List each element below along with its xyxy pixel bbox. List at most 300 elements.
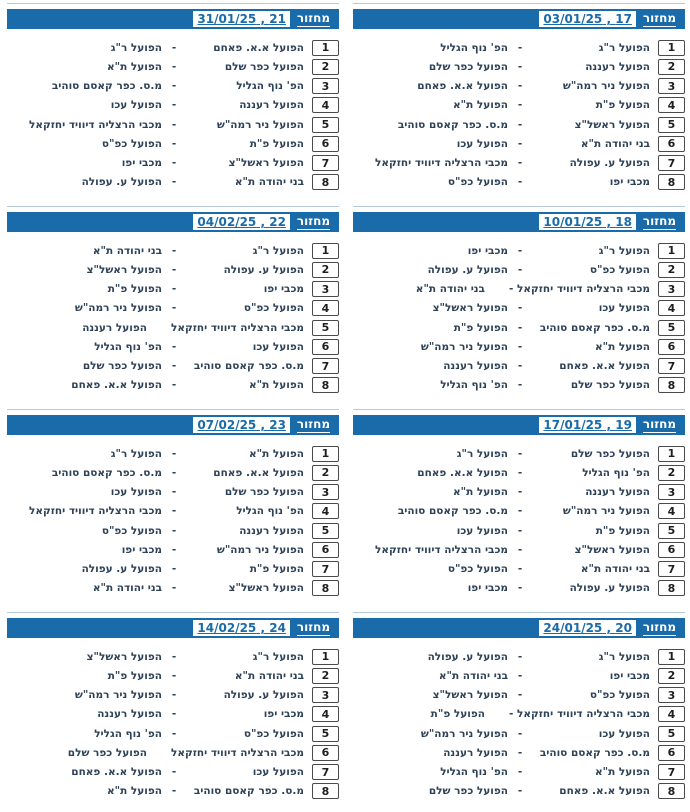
vs-dash: - [171,543,177,556]
match-row [7,134,339,153]
match-row [353,280,685,299]
round-section [7,206,339,406]
match-row [353,299,685,318]
away-team: מ.ס. כפר קאסם סוהיב [397,118,508,131]
home-team: הפועל ת"א [248,447,304,460]
home-team: מכבי הרצליה דיוויד יחזקאל [170,321,304,334]
home-team: הפועל כפר שלם [570,447,650,460]
match-row [7,241,339,260]
match-row [353,154,685,173]
match-row [353,463,685,482]
vs-dash: - [517,582,523,595]
away-team: בני יהודה ת"א [92,244,162,257]
match-list [353,647,685,801]
match-row [7,357,339,376]
match-number-badge: 8 [658,174,685,190]
match-number-badge: 1 [312,649,339,665]
match-number-badge: 7 [658,155,685,171]
section-divider-line [7,206,339,207]
away-team: מכבי יפו [467,582,508,595]
away-team: הפועל ע. עפולה [81,176,162,189]
away-team: מכבי הרצליה דיוויד יחזקאל [28,505,162,518]
rounds-column-right [353,0,685,812]
home-team: מ.ס. כפר קאסם סוהיב [193,360,304,373]
vs-dash: - [171,118,177,131]
match-row [353,647,685,666]
away-team: הפועל ע. עפולה [81,563,162,576]
round-header-bar [353,212,685,232]
home-team: מ.ס. כפר קאסם סוהיב [193,785,304,798]
match-number-badge: 1 [658,243,685,259]
match-row [353,743,685,762]
match-row [353,115,685,134]
match-row [353,318,685,337]
away-team: הפועל עכו [110,486,162,499]
match-number-badge: 1 [312,40,339,56]
round-number-date: 18 , 10/01/25 [539,214,636,230]
round-header-bar [353,618,685,638]
match-number-badge: 7 [312,358,339,374]
match-row [7,337,339,356]
match-number-badge: 7 [658,764,685,780]
match-row [353,241,685,260]
match-number-badge: 2 [312,668,339,684]
match-number-badge: 3 [658,78,685,94]
section-divider-line [353,3,685,4]
away-team: הפועל כפ"ס [101,524,162,537]
home-team: הפועל ניר רמה"ש [562,80,650,93]
away-team: מ.ס. כפר קאסם סוהיב [51,80,162,93]
home-team: הפועל ע. עפולה [569,157,650,170]
vs-dash: - [517,99,523,112]
match-row [7,647,339,666]
home-team: מ.ס. כפר קאסם סוהיב [539,746,650,759]
home-team: הפועל ראשל"צ [574,543,650,556]
away-team: הפועל ת"א [106,785,162,798]
away-team: הפועל ע. עפולה [427,263,508,276]
vs-dash: - [171,176,177,189]
away-team: הפועל פ"ת [107,283,162,296]
vs-dash: - [517,137,523,150]
away-team: הפועל עכו [110,99,162,112]
vs-dash: - [517,785,523,798]
match-row [353,357,685,376]
home-team: בני יהודה ת"א [580,563,650,576]
away-team: הפועל ע. עפולה [427,650,508,663]
match-row [7,299,339,318]
round-header-bar [353,415,685,435]
home-team: מכבי הרצליה דיוויד יחזקאל [170,746,304,759]
match-number-badge: 5 [312,117,339,133]
round-number-date: 20 , 24/01/25 [539,620,636,636]
home-team: הפועל ת"א [594,340,650,353]
round-header-label: מחזור [296,416,330,431]
match-row [353,96,685,115]
away-team: הפועל א.א. פאחם [417,80,508,93]
away-team: הפועל ניר רמה"ש [74,689,162,702]
home-team: הפועל רעננה [239,99,304,112]
match-list [353,38,685,192]
away-team: הפועל א.א. פאחם [71,379,162,392]
round-header-bar [7,9,339,29]
vs-dash: - [171,785,177,798]
away-team: הפועל כפ"ס [447,563,508,576]
vs-dash: - [171,524,177,537]
home-team: הפועל כפ"ס [589,263,650,276]
home-team: הפועל ר"ג [598,244,650,257]
match-row [7,96,339,115]
home-team: הפועל כפר שלם [570,379,650,392]
match-row [7,115,339,134]
round-header-label: מחזור [296,213,330,228]
home-team: הפועל ראשל"צ [228,582,304,595]
match-row [7,376,339,395]
away-team: הפ' נוף הגליל [440,766,508,779]
match-row [353,502,685,521]
round-header-bar [7,618,339,638]
match-list [7,38,339,192]
vs-dash: - [517,60,523,73]
home-team: הפ' נוף הגליל [236,80,304,93]
match-row [353,173,685,192]
match-number-badge: 1 [658,446,685,462]
match-number-badge: 6 [312,339,339,355]
away-team: הפועל עכו [456,137,508,150]
away-team: הפועל פ"ת [453,321,508,334]
away-team: בני יהודה ת"א [92,582,162,595]
match-number-badge: 8 [312,783,339,799]
match-number-badge: 2 [312,465,339,481]
match-row [7,57,339,76]
rounds-column-left [7,0,339,812]
match-row [7,540,339,559]
match-list [353,444,685,598]
match-number-badge: 2 [312,59,339,75]
match-row [7,686,339,705]
home-team: הפועל א.א. פאחם [213,466,304,479]
round-header-bar [7,415,339,435]
match-row [7,38,339,57]
round-header-label: מחזור [642,416,676,431]
match-number-badge: 5 [658,726,685,742]
home-team: הפועל ע. עפולה [223,689,304,702]
round-section [7,612,339,812]
match-row [7,483,339,502]
home-team: הפועל עכו [252,340,304,353]
match-number-badge: 7 [312,561,339,577]
home-team: הפועל ת"א [248,379,304,392]
away-team: מכבי יפו [467,244,508,257]
match-number-badge: 5 [658,117,685,133]
away-team: הפועל כפר שלם [67,746,147,759]
home-team: הפועל ר"ג [252,650,304,663]
home-team: מ.ס. כפר קאסם סוהיב [539,321,650,334]
home-team: מכבי יפו [609,669,650,682]
vs-dash: - [171,99,177,112]
home-team: הפועל עכו [252,766,304,779]
home-team: הפועל רעננה [239,524,304,537]
vs-dash: - [517,176,523,189]
home-team: מכבי יפו [263,708,304,721]
home-team: הפועל עכו [598,302,650,315]
round-header-label: מחזור [296,619,330,634]
match-number-badge: 8 [312,377,339,393]
vs-dash: - [517,321,523,334]
match-row [7,705,339,724]
vs-dash: - [517,524,523,537]
vs-dash: - [171,669,177,682]
match-number-badge: 6 [312,136,339,152]
match-number-badge: 7 [658,358,685,374]
home-team: הפ' נוף הגליל [236,505,304,518]
home-team: הפועל פ"ת [249,137,304,150]
match-number-badge: 8 [658,377,685,393]
away-team: מכבי הרצליה דיוויד יחזקאל [28,118,162,131]
match-row [7,521,339,540]
vs-dash: - [171,689,177,702]
home-team: הפועל ע. עפולה [223,263,304,276]
away-team: מכבי יפו [121,543,162,556]
match-row [7,579,339,598]
vs-dash: - [517,244,523,257]
away-team: הפועל כפר שלם [428,785,508,798]
away-team: הפועל א.א. פאחם [417,466,508,479]
match-list [353,241,685,395]
match-row [353,38,685,57]
vs-dash: - [517,727,523,740]
home-team: הפועל ר"ג [252,244,304,257]
vs-dash: - [517,669,523,682]
section-divider-line [7,3,339,4]
away-team: הפועל ראשל"צ [86,650,162,663]
round-section [7,409,339,609]
match-number-badge: 1 [658,649,685,665]
vs-dash: - [517,118,523,131]
vs-dash: - [171,727,177,740]
away-team: בני יהודה ת"א [438,669,508,682]
match-number-badge: 4 [658,300,685,316]
match-number-badge: 7 [312,764,339,780]
away-team: הפועל ר"ג [456,447,508,460]
away-team: הפועל עכו [456,524,508,537]
round-section [353,206,685,406]
home-team: הפועל כפר שלם [224,60,304,73]
home-team: הפועל ניר רמה"ש [216,543,304,556]
match-row [353,782,685,801]
vs-dash: - [171,708,177,721]
home-team: הפועל פ"ת [595,524,650,537]
vs-dash: - [171,447,177,460]
round-header-label: מחזור [642,213,676,228]
vs-dash: - [171,60,177,73]
round-number-date: 23 , 07/02/25 [193,417,290,433]
vs-dash: - [517,447,523,460]
match-row [7,154,339,173]
section-divider-line [7,612,339,613]
away-team: הפועל פ"ת [430,708,485,721]
match-row [353,260,685,279]
match-number-badge: 3 [658,484,685,500]
home-team: הפועל ראשל"צ [228,157,304,170]
vs-dash: - [171,486,177,499]
match-row [7,444,339,463]
vs-dash: - [517,766,523,779]
match-row [353,540,685,559]
away-team: הפועל ראשל"צ [432,302,508,315]
home-team: מכבי יפו [609,176,650,189]
away-team: הפ' נוף הגליל [440,379,508,392]
home-team: הפ' נוף הגליל [582,466,650,479]
away-team: הפועל פ"ת [107,669,162,682]
vs-dash: - [171,244,177,257]
match-row [7,763,339,782]
away-team: בני יהודה ת"א [415,283,485,296]
match-row [7,77,339,96]
section-divider-line [353,612,685,613]
away-team: מכבי הרצליה דיוויד יחזקאל [374,157,508,170]
away-team: הפועל ראשל"צ [86,263,162,276]
match-number-badge: 4 [312,300,339,316]
away-team: הפועל כפר שלם [82,360,162,373]
match-number-badge: 3 [312,484,339,500]
home-team: הפועל ת"א [594,766,650,779]
home-team: הפועל א.א. פאחם [559,360,650,373]
away-team: הפועל ניר רמה"ש [420,340,508,353]
match-number-badge: 2 [658,59,685,75]
home-team: מכבי הרצליה דיוויד יחזקאל - [508,283,650,296]
vs-dash: - [171,41,177,54]
away-team: הפועל ניר רמה"ש [74,302,162,315]
section-divider-line [353,206,685,207]
vs-dash: - [517,263,523,276]
vs-dash: - [171,766,177,779]
vs-dash: - [171,360,177,373]
away-team: הפועל ת"א [452,99,508,112]
vs-dash: - [171,263,177,276]
away-team: הפ' נוף הגליל [94,727,162,740]
vs-dash: - [517,466,523,479]
away-team: מכבי יפו [121,157,162,170]
home-team: הפועל ניר רמה"ש [562,505,650,518]
away-team: הפועל ת"א [452,486,508,499]
away-team: הפועל ר"ג [110,41,162,54]
match-number-badge: 3 [312,687,339,703]
match-row [353,724,685,743]
home-team: הפועל כפ"ס [243,727,304,740]
match-number-badge: 5 [312,320,339,336]
match-number-badge: 2 [658,262,685,278]
vs-dash: - [517,302,523,315]
match-number-badge: 3 [658,281,685,297]
match-row [7,318,339,337]
home-team: הפועל פ"ת [595,99,650,112]
match-row [353,57,685,76]
vs-dash: - [517,650,523,663]
home-team: הפועל כפ"ס [589,689,650,702]
match-row [353,763,685,782]
match-row [7,280,339,299]
vs-dash: - [517,41,523,54]
match-list [7,647,339,801]
away-team: הפועל רעננה [443,360,508,373]
match-number-badge: 8 [312,174,339,190]
match-number-badge: 6 [658,339,685,355]
away-team: הפועל רעננה [97,708,162,721]
match-row [353,705,685,724]
home-team: בני יהודה ת"א [580,137,650,150]
match-row [353,483,685,502]
round-number-date: 21 , 31/01/25 [193,11,290,27]
match-number-badge: 2 [658,465,685,481]
match-row [353,686,685,705]
match-row [353,77,685,96]
away-team: הפועל כפ"ס [447,176,508,189]
vs-dash: - [517,505,523,518]
match-row [7,173,339,192]
match-row [7,260,339,279]
section-divider-line [7,409,339,410]
round-number-date: 17 , 03/01/25 [539,11,636,27]
away-team: הפועל כפר שלם [428,60,508,73]
home-team: הפועל א.א. פאחם [213,41,304,54]
match-row [7,560,339,579]
round-header-label: מחזור [296,10,330,25]
match-number-badge: 4 [658,706,685,722]
match-row [353,376,685,395]
match-row [7,724,339,743]
round-section [7,3,339,203]
match-row [353,560,685,579]
match-number-badge: 2 [312,262,339,278]
home-team: בני יהודה ת"א [234,669,304,682]
match-row [353,134,685,153]
home-team: הפועל כפר שלם [224,486,304,499]
vs-dash: - [171,466,177,479]
match-number-badge: 4 [312,706,339,722]
match-number-badge: 5 [312,726,339,742]
away-team: הפ' נוף הגליל [94,340,162,353]
round-header-label: מחזור [642,619,676,634]
away-team: הפועל ת"א [106,60,162,73]
home-team: הפועל ע. עפולה [569,582,650,595]
round-header-bar [353,9,685,29]
match-number-badge: 8 [312,580,339,596]
away-team: הפועל ניר רמה"ש [420,727,508,740]
vs-dash: - [171,80,177,93]
match-number-badge: 1 [312,243,339,259]
match-number-badge: 6 [658,136,685,152]
match-number-badge: 1 [312,446,339,462]
home-team: הפועל כפ"ס [243,302,304,315]
vs-dash: - [517,689,523,702]
vs-dash: - [171,137,177,150]
away-team: מ.ס. כפר קאסם סוהיב [397,505,508,518]
match-number-badge: 4 [312,503,339,519]
away-team: הפועל כפ"ס [101,137,162,150]
home-team: מכבי הרצליה דיוויד יחזקאל - [508,708,650,721]
match-number-badge: 1 [658,40,685,56]
match-number-badge: 8 [658,783,685,799]
home-team: הפועל רעננה [585,60,650,73]
match-number-badge: 4 [312,97,339,113]
away-team: מכבי הרצליה דיוויד יחזקאל [374,543,508,556]
vs-dash: - [517,486,523,499]
away-team: הפועל רעננה [82,321,147,334]
section-divider-line [353,409,685,410]
home-team: הפועל ניר רמה"ש [216,118,304,131]
match-row [353,337,685,356]
match-list [7,241,339,395]
